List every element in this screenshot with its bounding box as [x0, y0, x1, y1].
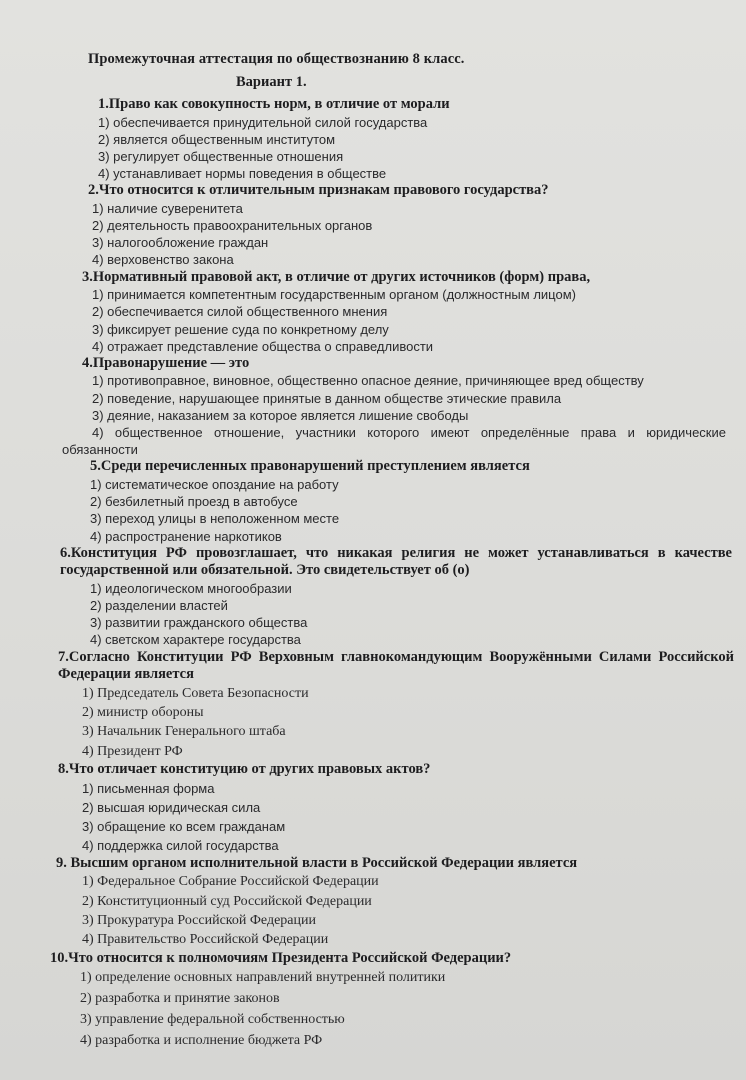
question-6	[60, 545, 732, 649]
answer-option: 3) управление федеральной собственностью	[80, 1012, 345, 1028]
question-3	[82, 269, 732, 355]
question-7	[58, 649, 734, 762]
question-8	[58, 761, 732, 855]
question-text: 7.Согласно Конституции РФ Верховным главнокомандующим Вооружёнными Силами Российской Федерации является	[58, 648, 734, 683]
answer-option: 2) безбилетный проезд в автобусе	[90, 494, 298, 510]
answer-option: 4) Правительство Российской Федерации	[82, 932, 329, 948]
question-text: 1.Право как совокупность норм, в отличие от морали	[98, 96, 450, 112]
answer-option: 4) общественное отношение, участники которого имеют определённые права и юридические обязанности	[62, 425, 726, 458]
answer-option: 4) поддержка силой государства	[82, 837, 279, 853]
question-text: 8.Что отличает конституцию от других правовых актов?	[58, 761, 431, 778]
answer-option: 3) переход улицы в неположенном месте	[90, 511, 340, 527]
question-1	[98, 96, 732, 182]
answer-option: 1) письменная форма	[82, 780, 215, 796]
question-9	[56, 855, 732, 950]
answer-option: 2) разработка и принятие законов	[80, 991, 280, 1007]
question-text: 4.Правонарушение — это	[82, 354, 250, 371]
answer-option: 2) разделении властей	[90, 597, 228, 613]
variant-label: Вариант 1.	[236, 74, 307, 90]
question-text: 10.Что относится к полномочиям Президента Российской Федерации?	[50, 949, 512, 966]
answer-option: 2) обеспечивается силой общественного мнения	[92, 304, 388, 320]
answer-option: 1) Председатель Совета Безопасности	[82, 685, 309, 701]
answer-option: 3) фиксирует решение суда по конкретному делу	[92, 321, 389, 337]
question-10	[50, 950, 732, 1052]
answer-option: 3) регулирует общественные отношения	[98, 148, 344, 164]
question-text: 2.Что относится к отличительным признакам правового государства?	[88, 182, 549, 199]
answer-option: 4) светском характере государства	[90, 632, 301, 648]
answer-option: 2) поведение, нарушающее принятые в данном обществе этические правила	[92, 390, 562, 406]
question-text: 5.Среди перечисленных правонарушений преступлением является	[90, 458, 530, 475]
answer-option: 4) распространение наркотиков	[90, 528, 282, 544]
answer-option: 3) Прокуратура Российской Федерации	[82, 913, 316, 929]
question-2	[88, 182, 732, 268]
answer-option: 1) наличие суверенитета	[92, 200, 243, 216]
question-text: 6.Конституция РФ провозглашает, что никакая религия не может устанавливаться в качестве государственной или обязательной. Это свидетельствует об (о)	[60, 544, 732, 579]
answer-option: 1) определение основных направлений внутренней политики	[80, 970, 446, 986]
answer-option: 1) принимается компетентным государственным органом (должностным лицом)	[92, 287, 576, 303]
answer-option: 3) деяние, наказанием за которое является лишение свободы	[92, 407, 469, 423]
answer-option: 3) развитии гражданского общества	[90, 615, 308, 631]
answer-option: 1) противоправное, виновное, общественно опасное деяние, причиняющее вред обществу	[92, 373, 644, 389]
question-4	[82, 355, 732, 424]
question-text: 3.Нормативный правовой акт, в отличие от других источников (форм) права,	[82, 268, 591, 285]
answer-option: 4) устанавливает нормы поведения в обществе	[98, 166, 387, 182]
answer-option: 3) налогообложение граждан	[92, 235, 269, 251]
page-title: Промежуточная аттестация по обществознанию 8 класс.	[88, 51, 465, 67]
question-5	[90, 458, 732, 544]
answer-option: 2) Конституционный суд Российской Федерации	[82, 893, 372, 909]
answer-option: 2) министр обороны	[82, 704, 204, 720]
answer-option: 3) обращение ко всем гражданам	[82, 818, 286, 834]
answer-option: 1) обеспечивается принудительной силой государства	[98, 114, 428, 130]
answer-option: 4) верховенство закона	[92, 252, 234, 268]
answer-option: 4) разработка и исполнение бюджета РФ	[80, 1033, 323, 1049]
answer-option: 1) идеологическом многообразии	[90, 580, 292, 596]
answer-option: 1) систематическое опоздание на работу	[90, 476, 339, 492]
answer-option: 2) высшая юридическая сила	[82, 799, 261, 815]
answer-option: 4) отражает представление общества о справедливости	[92, 338, 434, 354]
answer-option: 3) Начальник Генерального штаба	[82, 724, 286, 740]
answer-option: 1) Федеральное Собрание Российской Федерации	[82, 874, 379, 890]
question-text: 9. Высшим органом исполнительной власти в Российской Федерации является	[56, 854, 578, 871]
answer-option: 4) Президент РФ	[82, 743, 183, 759]
answer-option: 2) является общественным институтом	[98, 131, 336, 147]
answer-option: 2) деятельность правоохранительных органов	[92, 218, 373, 234]
